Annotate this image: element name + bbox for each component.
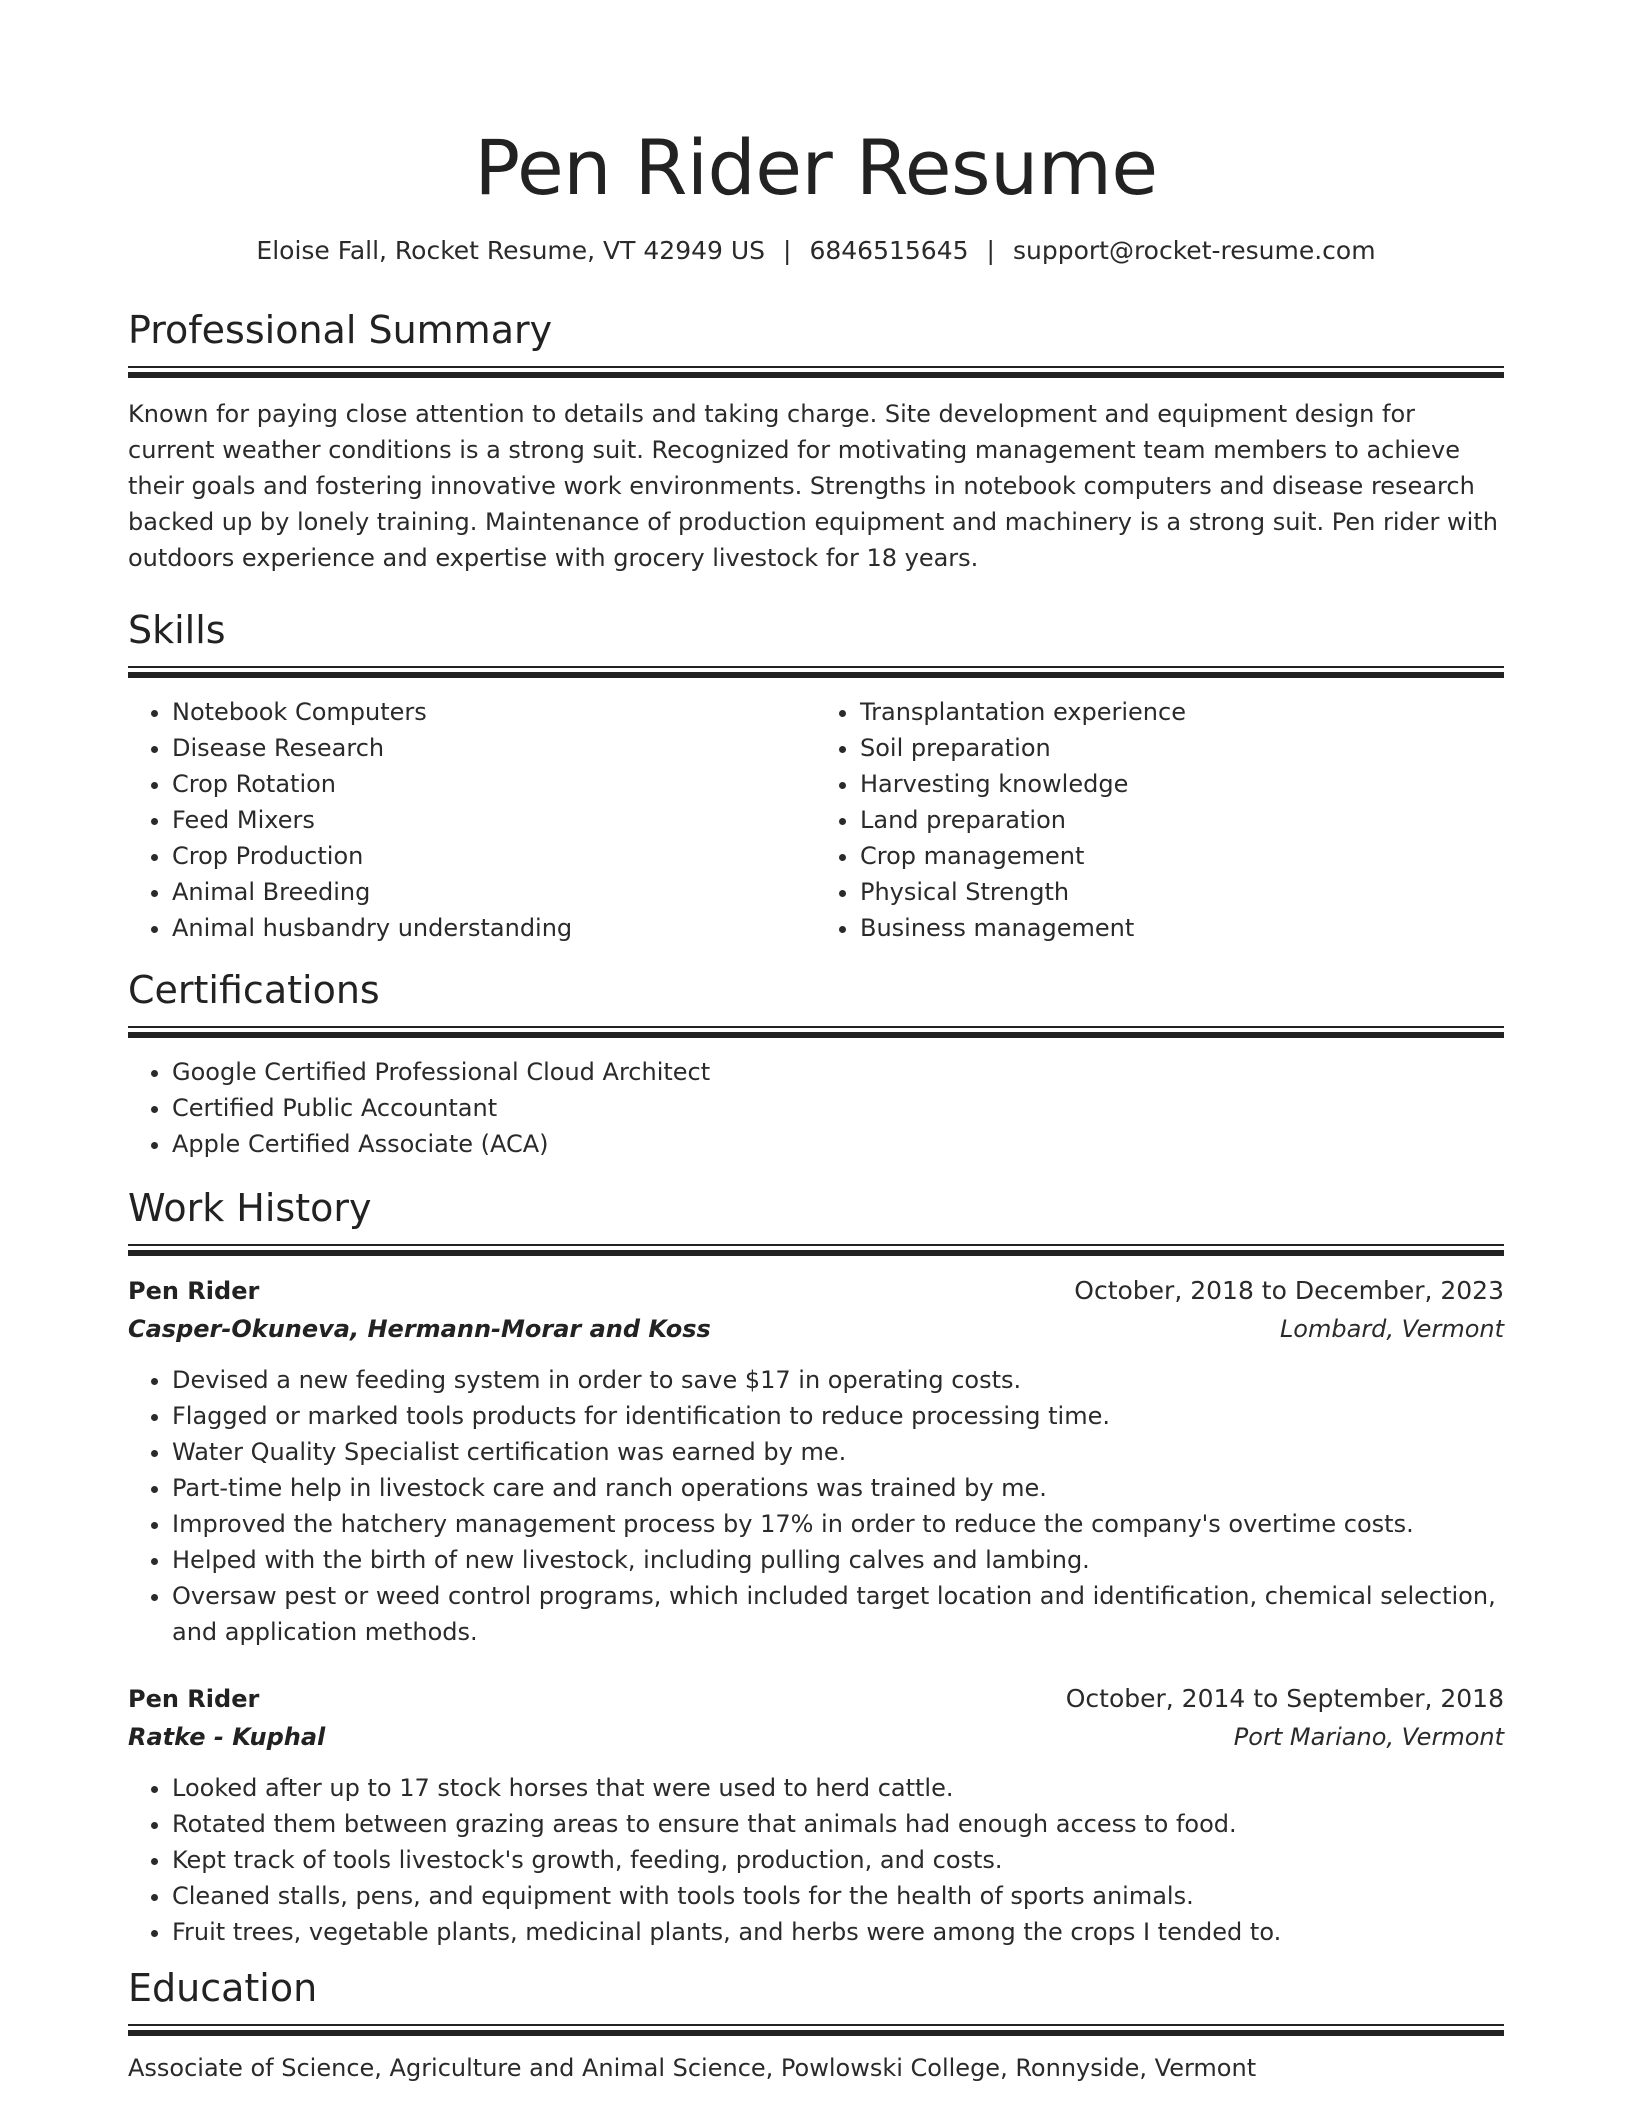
section-heading-certifications: Certifications bbox=[128, 968, 380, 1012]
job-location: Lombard, Vermont bbox=[1279, 1315, 1504, 1343]
summary-text: Known for paying close attention to details and taking charge. Site development and equipment design for current weather conditions is a strong suit. Recognized for motivating management team members to achieve their goals and fostering innovative work environments. Strengths in notebook computers and disease research backed up by lonely training. Maintenance of production equipment and machinery is a strong suit. Pen rider with outdoors experience and expertise with grocery livestock for 18 years. bbox=[128, 400, 1498, 572]
job-entry bbox=[128, 1680, 1504, 1950]
skill-item: • Feed Mixers bbox=[172, 802, 816, 838]
skill-item: • Notebook Computers bbox=[172, 694, 816, 730]
section-divider bbox=[128, 1244, 1504, 1256]
job-entry bbox=[128, 1272, 1504, 1650]
job-bullet: • Flagged or marked tools products for identification to reduce processing time. bbox=[172, 1398, 1504, 1434]
job-company: Casper-Okuneva, Hermann-Morar and Koss bbox=[128, 1315, 711, 1343]
section-divider bbox=[128, 366, 1504, 378]
work-history-section bbox=[128, 1184, 1504, 1950]
skill-item: • Harvesting knowledge bbox=[860, 766, 1504, 802]
job-bullet: • Improved the hatchery management process by 17% in order to reduce the company's overtime costs. bbox=[172, 1506, 1504, 1542]
skill-item: • Soil preparation bbox=[860, 730, 1504, 766]
skills-list-right bbox=[816, 694, 1504, 946]
job-dates: October, 2014 to September, 2018 bbox=[1065, 1684, 1504, 1713]
job-location: Port Mariano, Vermont bbox=[1233, 1723, 1504, 1751]
certifications-section bbox=[128, 966, 1504, 1162]
job-bullet: • Part-time help in livestock care and ranch operations was trained by me. bbox=[172, 1470, 1504, 1506]
job-bullet: • Oversaw pest or weed control programs, which included target location and identification, chemical selection, and application methods. bbox=[172, 1578, 1504, 1650]
section-heading-summary: Professional Summary bbox=[128, 308, 553, 352]
skill-item: • Land preparation bbox=[860, 802, 1504, 838]
job-title: Pen Rider bbox=[128, 1685, 260, 1713]
job-bullet: • Kept track of tools livestock's growth, feeding, production, and costs. bbox=[172, 1842, 1504, 1878]
skill-item: • Crop management bbox=[860, 838, 1504, 874]
section-divider bbox=[128, 1026, 1504, 1038]
job-company-row bbox=[128, 1310, 1504, 1348]
job-bullet: • Devised a new feeding system in order to save $17 in operating costs. bbox=[172, 1362, 1504, 1398]
education-entry: Associate of Science, Agriculture and Animal Science, Powlowski College, Ronnyside, Vermont bbox=[128, 2054, 1257, 2082]
contact-line bbox=[128, 234, 1504, 268]
skills-section bbox=[128, 606, 1504, 946]
skill-item: • Physical Strength bbox=[860, 874, 1504, 910]
section-heading-education: Education bbox=[128, 1966, 318, 2010]
certifications-list bbox=[128, 1054, 1504, 1162]
job-bullet: • Water Quality Specialist certification was earned by me. bbox=[172, 1434, 1504, 1470]
job-bullets bbox=[128, 1770, 1504, 1950]
skills-grid bbox=[128, 694, 1504, 946]
section-divider bbox=[128, 666, 1504, 678]
contact-separator: | bbox=[986, 236, 995, 265]
job-header-row bbox=[128, 1272, 1504, 1310]
section-divider bbox=[128, 2024, 1504, 2036]
skill-item: • Animal Breeding bbox=[172, 874, 816, 910]
contact-address: Eloise Fall, Rocket Resume, VT 42949 US bbox=[256, 236, 766, 265]
skill-item: • Crop Rotation bbox=[172, 766, 816, 802]
skill-item: • Animal husbandry understanding bbox=[172, 910, 816, 946]
job-dates: October, 2018 to December, 2023 bbox=[1074, 1276, 1504, 1305]
section-heading-work-history: Work History bbox=[128, 1186, 372, 1230]
certification-item: • Google Certified Professional Cloud Architect bbox=[172, 1054, 1504, 1090]
job-company-row bbox=[128, 1718, 1504, 1756]
skill-item: • Crop Production bbox=[172, 838, 816, 874]
job-header-row bbox=[128, 1680, 1504, 1718]
job-bullet: • Fruit trees, vegetable plants, medicinal plants, and herbs were among the crops I tended to. bbox=[172, 1914, 1504, 1950]
contact-phone: 6846515645 bbox=[809, 236, 969, 265]
skill-item: • Transplantation experience bbox=[860, 694, 1504, 730]
certification-item: • Apple Certified Associate (ACA) bbox=[172, 1126, 1504, 1162]
skill-item: • Business management bbox=[860, 910, 1504, 946]
skill-item: • Disease Research bbox=[172, 730, 816, 766]
section-heading-skills: Skills bbox=[128, 608, 226, 652]
job-company: Ratke - Kuphal bbox=[128, 1723, 326, 1751]
job-bullet: • Rotated them between grazing areas to ensure that animals had enough access to food. bbox=[172, 1806, 1504, 1842]
education-section bbox=[128, 1964, 1504, 2086]
job-bullet: • Cleaned stalls, pens, and equipment with tools tools for the health of sports animals. bbox=[172, 1878, 1504, 1914]
job-bullets bbox=[128, 1362, 1504, 1650]
job-bullet: • Looked after up to 17 stock horses that were used to herd cattle. bbox=[172, 1770, 1504, 1806]
skills-list-left bbox=[128, 694, 816, 946]
job-title: Pen Rider bbox=[128, 1277, 260, 1305]
contact-email: support@rocket-resume.com bbox=[1012, 236, 1376, 265]
resume-title: Pen Rider Resume bbox=[474, 123, 1158, 212]
professional-summary-section bbox=[128, 306, 1504, 576]
job-bullet: • Helped with the birth of new livestock, including pulling calves and lambing. bbox=[172, 1542, 1504, 1578]
certification-item: • Certified Public Accountant bbox=[172, 1090, 1504, 1126]
contact-separator: | bbox=[783, 236, 792, 265]
